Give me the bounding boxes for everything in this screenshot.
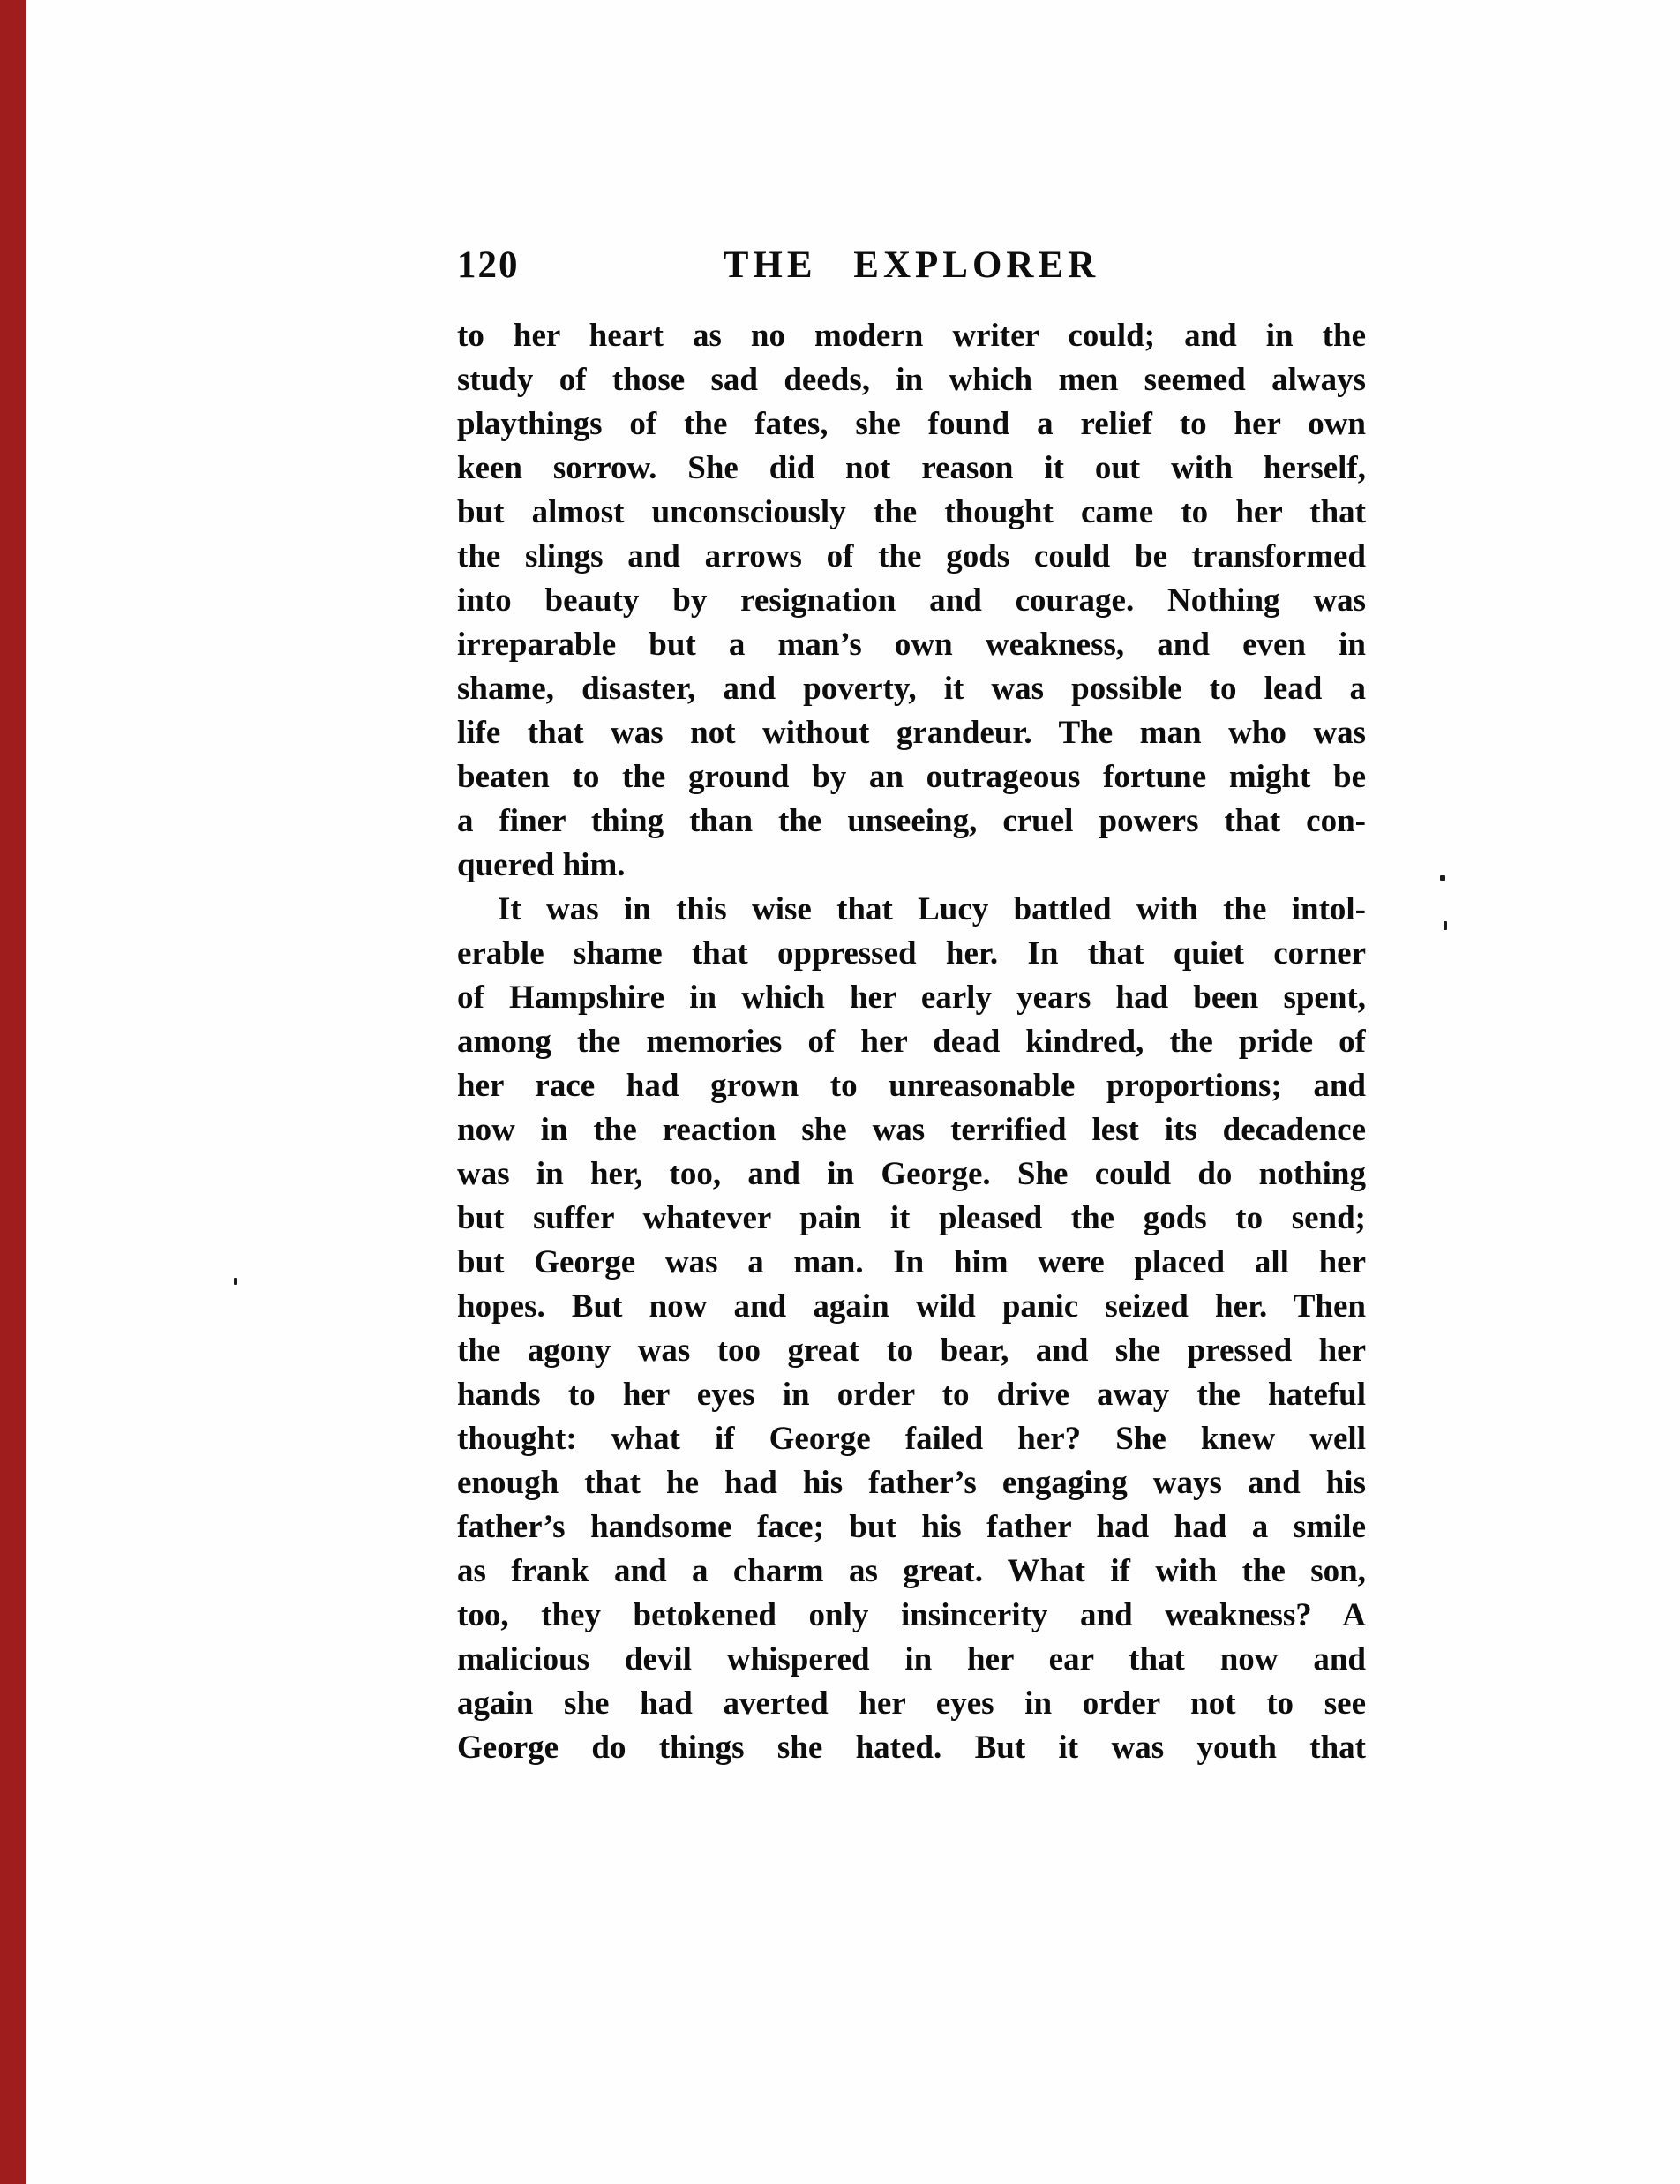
- running-title: THE EXPLORER: [723, 244, 1100, 286]
- ink-speck: [1444, 921, 1447, 930]
- text-line: a finer thing than the unseeing, cruel powers that con-: [457, 803, 1366, 839]
- body-text: [457, 314, 1366, 1770]
- text-line: now in the reaction she was terrified lest its decadence: [457, 1112, 1366, 1148]
- text-line: but George was a man. In him were placed all her: [457, 1244, 1366, 1280]
- text-line: study of those sad deeds, in which men seemed always: [457, 362, 1366, 398]
- text-line: the agony was too great to bear, and she pressed her: [457, 1332, 1366, 1369]
- text-line: erable shame that oppressed her. In that quiet corner: [457, 935, 1366, 972]
- text-line: her race had grown to unreasonable proportions; and: [457, 1068, 1366, 1104]
- text-line: thought: what if George failed her? She knew well: [457, 1421, 1366, 1457]
- text-line: father’s handsome face; but his father had had a smile: [457, 1509, 1366, 1545]
- text-line: George do things she hated. But it was youth that: [457, 1730, 1366, 1766]
- text-line: malicious devil whispered in her ear that now and: [457, 1641, 1366, 1677]
- text-line: the slings and arrows of the gods could be transformed: [457, 538, 1366, 574]
- text-line: playthings of the fates, she found a relief to her own: [457, 406, 1366, 442]
- text-line: life that was not without grandeur. The man who was: [457, 715, 1366, 751]
- text-line: too, they betokened only insincerity and weakness? A: [457, 1597, 1366, 1633]
- text-line: into beauty by resignation and courage. Nothing was: [457, 582, 1366, 619]
- ink-speck: [1440, 875, 1445, 881]
- text-line: shame, disaster, and poverty, it was possible to lead a: [457, 671, 1366, 707]
- text-line: to her heart as no modern writer could; and in the: [457, 318, 1366, 354]
- text-line: but suffer whatever pain it pleased the gods to send;: [457, 1200, 1366, 1236]
- text-line: among the memories of her dead kindred, the pride of: [457, 1024, 1366, 1060]
- text-line: again she had averted her eyes in order not to see: [457, 1685, 1366, 1722]
- text-line: quered him.: [457, 847, 626, 883]
- text-line: keen sorrow. She did not reason it out with herself,: [457, 450, 1366, 486]
- text-line: hands to her eyes in order to drive away the hateful: [457, 1377, 1366, 1413]
- text-line: but almost unconsciously the thought came to her that: [457, 494, 1366, 530]
- text-line: irreparable but a man’s own weakness, and even in: [457, 627, 1366, 663]
- text-line: beaten to the ground by an outrageous fortune might be: [457, 759, 1366, 795]
- ink-speck: [234, 1278, 237, 1285]
- page-number: 120: [457, 244, 520, 286]
- binding-red-stripe: [0, 0, 26, 2184]
- text-line: It was in this wise that Lucy battled with the intol-: [498, 891, 1366, 927]
- text-line: as frank and a charm as great. What if with the son,: [457, 1553, 1366, 1589]
- text-line: hopes. But now and again wild panic seized her. Then: [457, 1288, 1366, 1325]
- text-line: was in her, too, and in George. She could do nothing: [457, 1156, 1366, 1192]
- text-line: enough that he had his father’s engaging ways and his: [457, 1465, 1366, 1501]
- page-header: [457, 245, 1366, 286]
- text-line: of Hampshire in which her early years had been spent,: [457, 979, 1366, 1016]
